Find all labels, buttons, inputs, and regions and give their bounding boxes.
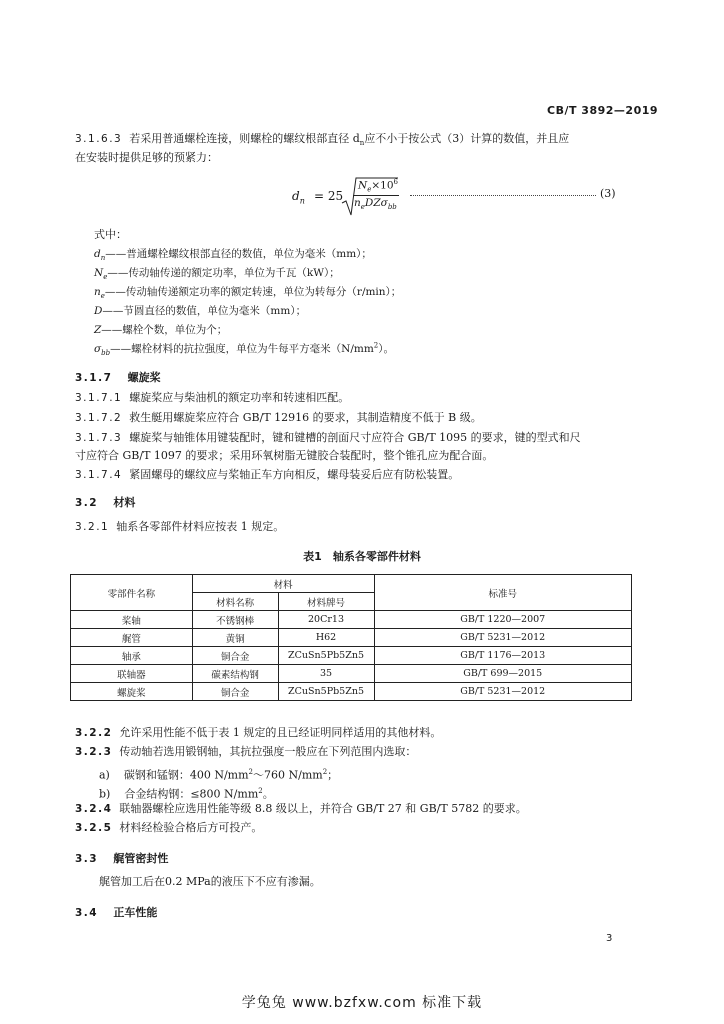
clause-number: 3.1.6.3: [75, 133, 123, 145]
cell-part: 艉管: [71, 629, 193, 647]
formula-number: (3): [600, 187, 616, 200]
section-heading-3-1-7: 3.1.7 螺旋桨: [75, 371, 161, 384]
clause-3-3-text: 艉管加工后在0.2 MPa的液压下不应有渗漏。: [99, 875, 321, 888]
cell-standard: GB/T 1176—2013: [374, 647, 632, 665]
cell-part: 联轴器: [71, 665, 193, 683]
list-item-b: b) 合金结构钢：≤800 $N/mm^2$。: [99, 787, 274, 801]
table-row: [71, 647, 632, 665]
cell-name: 黄铜: [192, 629, 278, 647]
definition-item: $n_e——$传动轴传递额定功率的额定转速，单位为转每分（r/min）；: [94, 286, 402, 301]
table-title: 表1 轴系各零部件材料: [303, 550, 421, 563]
cell-name: 铜合金: [192, 683, 278, 701]
definition-item: $d_n——$普通螺栓螺纹根部直径的数值，单位为毫米（mm）；: [94, 248, 372, 263]
header-material-name: 材料名称: [192, 593, 278, 611]
cell-standard: GB/T 699—2015: [374, 665, 632, 683]
header-material: 材料: [192, 575, 374, 593]
definitions-intro: 式中：: [94, 228, 127, 241]
clause-3-2-3: 3.2.3 传动轴若选用锻钢轴，其抗拉强度一般应在下列范围内选取：: [75, 745, 417, 758]
cell-grade: 35: [278, 665, 374, 683]
leader-dots: [410, 189, 596, 196]
clause-3-2-4: 3.2.4 联轴器螺栓应选用性能等级 8.8 级以上，并符合 GB/T 27 和 GB/T 5782 的要求。: [75, 802, 527, 815]
clause-3-1-7-1: 3.1.7.1 螺旋桨应与柴油机的额定功率和转速相匹配。: [75, 391, 350, 404]
subscript: n: [359, 139, 365, 148]
list-item-a: a) 碳钢和锰钢：400 $N/mm^2\sim 760$ $N/mm^2$；: [99, 768, 339, 782]
definition-item: $N_e——$传动轴传递的额定功率，单位为千瓦（kW）；: [94, 267, 340, 282]
formula-3: [292, 175, 632, 219]
clause-3-1-7-2: 3.1.7.2 救生艇用螺旋桨应符合 GB/T 12916 的要求，其制造精度不低于 B 级。: [75, 411, 482, 424]
definition-item: $\sigma_{bb}——$螺栓材料的抗拉强度，单位为牛每平方毫米$(N/mm^2)$。: [94, 341, 394, 358]
fraction-bar: [353, 195, 399, 196]
cell-grade: ZCuSn5Pb5Zn5: [278, 647, 374, 665]
cell-part: 螺旋桨: [71, 683, 193, 701]
clause-3-2-2: 3.2.2 允许采用性能不低于表 1 规定的且已经证明同样适用的其他材料。: [75, 726, 442, 739]
clause-3-1-6-3-cont: 在安装时提供足够的预紧力：: [75, 151, 218, 164]
cell-grade: H62: [278, 629, 374, 647]
table-row: [71, 683, 632, 701]
definition-item: Z——螺栓个数，单位为个；: [94, 324, 228, 336]
cell-grade: 20Cr13: [278, 611, 374, 629]
materials-table: [70, 574, 632, 701]
clause-text-end: 应不小于按公式（3）计算的数值，并且应: [364, 132, 570, 145]
cell-standard: GB/T 5231—2012: [374, 683, 632, 701]
header-material-grade: 材料牌号: [278, 593, 374, 611]
header-standard: 标准号: [374, 575, 632, 611]
formula-numerator: $N_e\times 10^6$: [358, 178, 398, 194]
clause-3-1-7-4: 3.1.7.4 紧固螺母的螺纹应与桨轴正车方向相反，螺母装妥后应有防松装置。: [75, 468, 460, 481]
cell-name: 铜合金: [192, 647, 278, 665]
clause-3-2-5: 3.2.5 材料经检验合格后方可投产。: [75, 821, 263, 834]
cell-name: 碳素结构钢: [192, 665, 278, 683]
definition-item: D——节圆直径的数值，单位为毫米（mm）；: [94, 305, 307, 317]
page-number: 3: [606, 933, 613, 944]
clause-3-1-7-3-cont: 寸应符合 GB/T 1097 的要求；采用环氧树脂无键胶合装配时，整个锥孔应为配合面。: [75, 449, 494, 462]
cell-part: 桨轴: [71, 611, 193, 629]
table-row: [71, 629, 632, 647]
footer-watermark: 学兔兔 www.bzfxw.com 标准下载: [241, 995, 483, 1011]
cell-standard: GB/T 1220—2007: [374, 611, 632, 629]
formula-denominator: $n_eDZ\sigma_{bb}$: [354, 197, 397, 212]
table-row: [71, 665, 632, 683]
standard-code: CB/T 3892—2019: [547, 104, 659, 117]
header-part: 零部件名称: [71, 575, 193, 611]
cell-grade: ZCuSn5Pb5Zn5: [278, 683, 374, 701]
cell-part: 轴承: [71, 647, 193, 665]
table-row: [71, 611, 632, 629]
section-heading-3-4: 3.4 正车性能: [75, 906, 158, 919]
clause-3-1-7-3: 3.1.7.3 螺旋桨与轴锥体用键装配时，键和键槽的剖面尺寸应符合 GB/T 1095 的要求，键的型式和尺: [75, 431, 581, 444]
cell-standard: GB/T 5231—2012: [374, 629, 632, 647]
formula-lhs: $d_n$: [292, 189, 305, 206]
clause-3-2-1: 3.2.1 轴系各零部件材料应按表 1 规定。: [75, 520, 285, 533]
section-heading-3-2: 3.2 材料: [75, 496, 136, 509]
table-header-row: [71, 575, 632, 593]
clause-text: 若采用普通螺栓连接，则螺栓的螺纹根部直径 d: [129, 132, 360, 145]
formula-eq: = 25: [314, 189, 344, 203]
section-heading-3-3: 3.3 艉管密封性: [75, 852, 169, 865]
cell-name: 不锈钢棒: [192, 611, 278, 629]
